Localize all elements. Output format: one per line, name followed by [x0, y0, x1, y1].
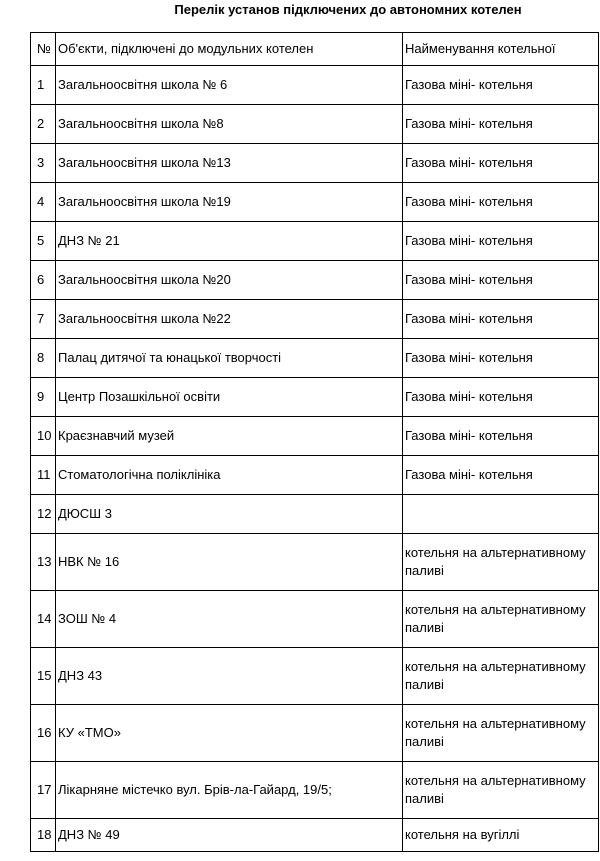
boiler-name-cell: Газова міні- котельня [403, 261, 599, 300]
row-number-cell: 15 [31, 648, 56, 705]
table-row [31, 66, 599, 105]
boiler-name-cell: Газова міні- котельня [403, 183, 599, 222]
table-row [31, 819, 599, 852]
object-name-cell: ДЮСШ 3 [56, 495, 403, 534]
row-number-cell: 7 [31, 300, 56, 339]
boiler-name-cell: котельня на альтернативному паливі [403, 534, 599, 591]
boiler-name-cell: Газова міні- котельня [403, 144, 599, 183]
boiler-name-cell: Газова міні- котельня [403, 456, 599, 495]
object-name-cell: Центр Позашкільної освіти [56, 378, 403, 417]
row-number-cell: 18 [31, 819, 56, 852]
object-name-cell: Краєзнавчий музей [56, 417, 403, 456]
boiler-name-cell [403, 495, 599, 534]
table-body [31, 66, 599, 852]
row-number-cell: 4 [31, 183, 56, 222]
row-number-cell: 2 [31, 105, 56, 144]
boiler-name-cell: Газова міні- котельня [403, 339, 599, 378]
object-name-cell: НВК № 16 [56, 534, 403, 591]
boiler-name-cell: Газова міні- котельня [403, 378, 599, 417]
row-number-cell: 9 [31, 378, 56, 417]
table-row [31, 144, 599, 183]
row-number-cell: 17 [31, 762, 56, 819]
row-number-cell: 8 [31, 339, 56, 378]
row-number-cell: 1 [31, 66, 56, 105]
row-number-cell: 14 [31, 591, 56, 648]
table-row [31, 591, 599, 648]
table-row [31, 417, 599, 456]
table-row [31, 648, 599, 705]
table-row [31, 105, 599, 144]
table-row [31, 378, 599, 417]
header-cell-objects: Об'єкти, підключені до модульних котелен [56, 33, 403, 66]
row-number-cell: 12 [31, 495, 56, 534]
table-row [31, 261, 599, 300]
object-name-cell: Загальноосвітня школа №22 [56, 300, 403, 339]
row-number-cell: 3 [31, 144, 56, 183]
object-name-cell: Загальноосвітня школа №13 [56, 144, 403, 183]
object-name-cell: Стоматологічна поліклініка [56, 456, 403, 495]
object-name-cell: Лікарняне містечко вул. Брів-ла-Гайард, 19/5; [56, 762, 403, 819]
boilers-table [30, 32, 599, 852]
boiler-name-cell: Газова міні- котельня [403, 66, 599, 105]
table-row [31, 456, 599, 495]
object-name-cell: Загальноосвітня школа № 6 [56, 66, 403, 105]
boiler-name-cell: Газова міні- котельня [403, 417, 599, 456]
row-number-cell: 5 [31, 222, 56, 261]
object-name-cell: ДНЗ № 21 [56, 222, 403, 261]
boiler-name-cell: Газова міні- котельня [403, 105, 599, 144]
row-number-cell: 10 [31, 417, 56, 456]
header-cell-boiler-name: Найменування котельної [403, 33, 599, 66]
object-name-cell: Загальноосвітня школа №19 [56, 183, 403, 222]
boiler-name-cell: котельня на альтернативному паливі [403, 591, 599, 648]
table-row [31, 495, 599, 534]
table-row [31, 705, 599, 762]
object-name-cell: ЗОШ № 4 [56, 591, 403, 648]
object-name-cell: Загальноосвітня школа №8 [56, 105, 403, 144]
table-row [31, 183, 599, 222]
header-row [31, 33, 599, 66]
row-number-cell: 16 [31, 705, 56, 762]
object-name-cell: ДНЗ 43 [56, 648, 403, 705]
table-row [31, 300, 599, 339]
table-row [31, 222, 599, 261]
row-number-cell: 11 [31, 456, 56, 495]
page-title: Перелік установ підключених до автономних котелен [174, 2, 522, 17]
boiler-name-cell: Газова міні- котельня [403, 300, 599, 339]
row-number-cell: 13 [31, 534, 56, 591]
boiler-name-cell: котельня на вугіллі [403, 819, 599, 852]
row-number-cell: 6 [31, 261, 56, 300]
boiler-name-cell: котельня на альтернативному паливі [403, 762, 599, 819]
boiler-name-cell: Газова міні- котельня [403, 222, 599, 261]
table-row [31, 339, 599, 378]
object-name-cell: Загальноосвітня школа №20 [56, 261, 403, 300]
boiler-name-cell: котельня на альтернативному паливі [403, 705, 599, 762]
object-name-cell: ДНЗ № 49 [56, 819, 403, 852]
object-name-cell: КУ «ТМО» [56, 705, 403, 762]
table-row [31, 762, 599, 819]
object-name-cell: Палац дитячої та юнацької творчості [56, 339, 403, 378]
header-cell-number: № [31, 33, 56, 66]
table-row [31, 534, 599, 591]
boiler-name-cell: котельня на альтернативному паливі [403, 648, 599, 705]
